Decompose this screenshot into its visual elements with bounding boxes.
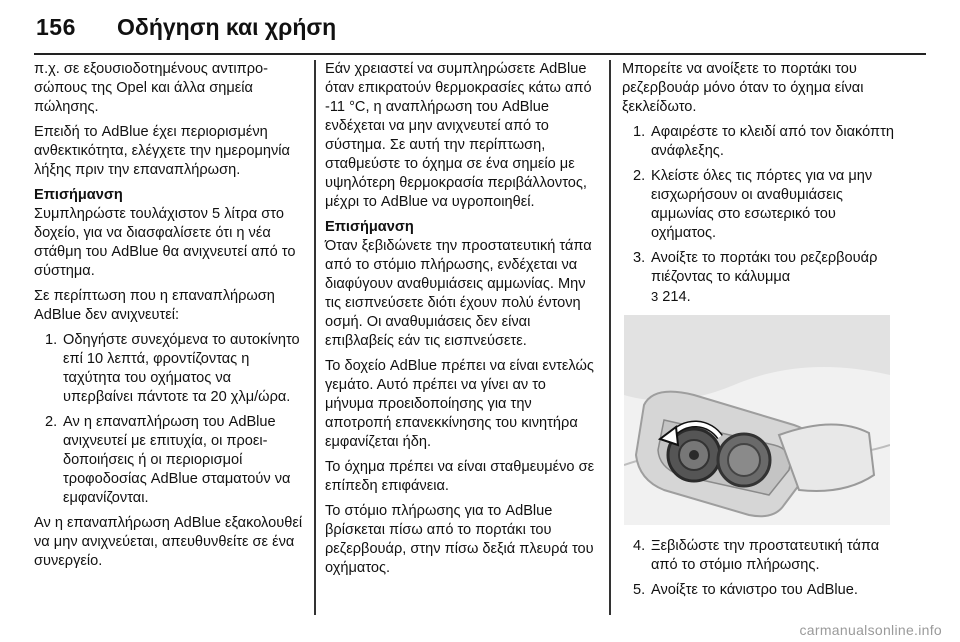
column-3 bbox=[622, 60, 904, 606]
page-reference-icon: 3 bbox=[651, 289, 659, 304]
list-item bbox=[34, 413, 304, 508]
list-number: 5. bbox=[633, 582, 646, 598]
list-text: Ανοίξτε το πορτάκι του ρεζερβουάρ πιέζοντας το κάλυμμα bbox=[651, 250, 878, 285]
paragraph: Μπορείτε να ανοίξετε το πορτάκι του ρεζερβουάρ μόνο όταν το όχημα είναι ξεκλείδωτο. bbox=[622, 61, 864, 115]
paragraph: Το στόμιο πλήρωσης για το AdBlue βρίσκεται πίσω από το πορτάκι του ρεζερβουάρ, στην πίσω δεξιά πλευρά του οχήματος. bbox=[325, 503, 594, 576]
watermark: carmanualsonline.info bbox=[799, 622, 942, 638]
list-number: 2. bbox=[633, 168, 646, 184]
column-divider-2 bbox=[609, 60, 611, 615]
illustration-drawing bbox=[624, 315, 890, 525]
paragraph: Το όχημα πρέπει να είναι σταθμευμένο σε επίπεδη επιφάνεια. bbox=[325, 459, 595, 494]
note-text: Όταν ξεβιδώνετε την προστατευτική τάπα από το στόμιο πλήρωσης, ενδέχεται να διαφύγουν αναθυμιάσεις αμμωνίας. Μην τις εισπνεύσετε διότι έχουν πολύ έντονη οσμή. Οι αναθυμιάσεις δεν είναι επιβλαβείς εάν τις εισπνεύσετε. bbox=[325, 238, 592, 349]
list-item bbox=[622, 249, 904, 307]
steps-list bbox=[622, 123, 904, 307]
list-text: Αφαιρέστε το κλειδί από τον διακόπτη ανάφλεξης. bbox=[651, 124, 894, 159]
paragraph: Σε περίπτωση που η επαναπλήρωση AdBlue δεν ανιχνευτεί: bbox=[34, 288, 275, 323]
note-title: Επισήμανση bbox=[325, 219, 414, 235]
column-divider-1 bbox=[314, 60, 316, 615]
list-number: 4. bbox=[633, 538, 646, 554]
note-text: Συμπληρώστε τουλάχιστον 5 λίτρα στο δοχείο, για να διασφαλίσετε ότι η νέα στάθμη του AdBlue θα ανιχνευτεί από το σύστημα. bbox=[34, 206, 296, 279]
list-number: 2. bbox=[45, 414, 58, 430]
paragraph: Το δοχείο AdBlue πρέπει να είναι εντελώς γεμάτο. Αυτό πρέπει να γίνει αν το μήνυμα προειδοποίησης για την αποτροπή επανεκκίνησης του κινητήρα εμφανίζεται ήδη. bbox=[325, 358, 594, 450]
list-text: Ανοίξτε το κάνιστρο του AdBlue. bbox=[651, 582, 858, 598]
column-2 bbox=[325, 60, 597, 584]
list-number: 1. bbox=[633, 124, 646, 140]
page-reference-link[interactable]: 214. bbox=[658, 289, 691, 305]
paragraph: π.χ. σε εξουσιοδοτημένους αντιπροσώπους της Opel και άλλα σημεία πώλησης. bbox=[34, 61, 268, 115]
paragraph: Εάν χρειαστεί να συμπληρώσετε AdBlue όταν επικρατούν θερμοκρασίες κάτω από -11 °C, η αναπλήρωση του AdBlue ενδέχεται να μην ανιχνευτεί από το σύστημα. Σε αυτή την περίπτωση, σταθμεύστε το όχημα σε ένα σημείο με υψηλότερη θερμοκρασία περιβάλλοντος, μέχρι το AdBlue να υγροποιηθεί. bbox=[325, 61, 592, 210]
list-item bbox=[622, 167, 904, 243]
steps-list bbox=[622, 537, 904, 600]
list-text: Αν η επαναπλήρωση του AdBlue ανιχνευτεί με επιτυχία, οι προειδοποιήσεις ή οι περιορισμοί τροφοδοσίας AdBlue σταματούν να εμφανίζονται. bbox=[63, 414, 291, 506]
list-item bbox=[622, 537, 904, 575]
steps-list bbox=[34, 331, 304, 508]
list-number: 3. bbox=[633, 250, 646, 266]
list-text: Κλείστε όλες τις πόρτες για να μην εισχωρήσουν οι αναθυμιάσεις αμμωνίας στο εσωτερικό του οχήματος. bbox=[651, 168, 873, 241]
list-item bbox=[34, 331, 304, 407]
list-text: Ξεβιδώστε την προστατευτική τάπα από το στόμιο πλήρωσης. bbox=[651, 538, 880, 573]
fuel-door-illustration bbox=[624, 315, 890, 525]
page-header bbox=[0, 0, 960, 56]
column-1 bbox=[34, 60, 304, 577]
paragraph: Επειδή το AdBlue έχει περιορισμένη ανθεκτικότητα, ελέγχετε την ημερομηνία λήξης πριν την επαναπλήρωση. bbox=[34, 124, 290, 178]
page-number: 156 bbox=[36, 14, 76, 40]
page-title: Οδήγηση και χρήση bbox=[117, 14, 337, 40]
note-title: Επισήμανση bbox=[34, 187, 123, 203]
list-item bbox=[622, 581, 904, 600]
list-text: Οδηγήστε συνεχόμενα το αυτοκίνητο επί 10 λεπτά, φροντίζοντας η ταχύτητα του οχήματος να υπερβαίνει πάντοτε τα 20 χλμ/ώρα. bbox=[63, 332, 300, 405]
list-item bbox=[622, 123, 904, 161]
header-rule bbox=[34, 53, 926, 55]
list-number: 1. bbox=[45, 332, 58, 348]
paragraph: Αν η επαναπλήρωση AdBlue εξακολουθεί να μην ανιχνεύεται, απευθυνθείτε σε ένα συνεργείο. bbox=[34, 515, 303, 569]
